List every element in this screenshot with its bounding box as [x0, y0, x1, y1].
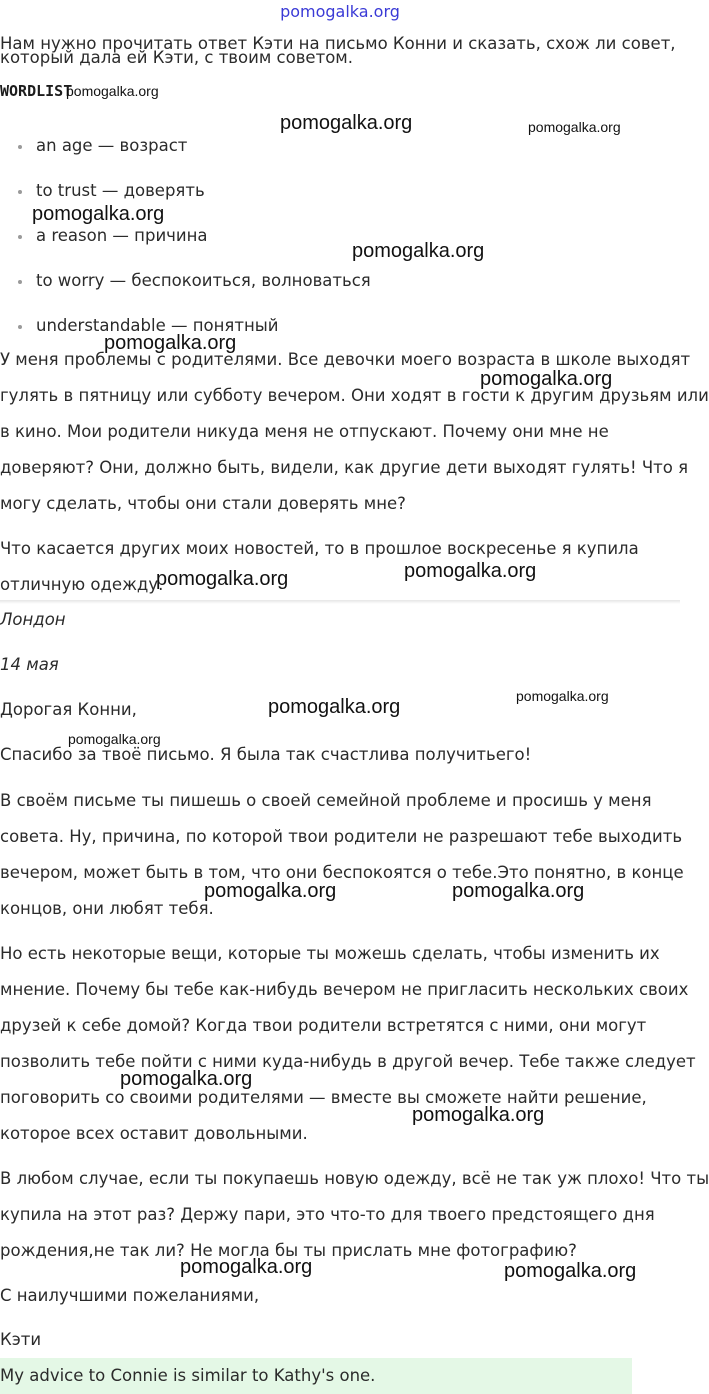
watermark: pomogalka.org — [452, 880, 585, 902]
letter-paragraph-2-line: В своём письме ты пишешь о своей семейной проблеме и просишь у меня — [0, 791, 652, 810]
watermark: pomogalka.org — [480, 368, 613, 390]
connie-letter-line: гулять в пятницу или субботу вечером. Они ходят в гости к другим друзьям или — [0, 386, 709, 405]
watermark: pomogalka.org — [156, 568, 289, 590]
letter-paragraph-4-line: В любом случае, если ты покупаешь новую одежду, всё не так уж плохо! Что ты — [0, 1169, 709, 1188]
watermark: pomogalka.org — [120, 1068, 253, 1090]
letter-date: 14 мая — [0, 655, 59, 674]
watermark: pomogalka.org — [204, 880, 337, 902]
watermark: pomogalka.org — [180, 1256, 313, 1278]
watermark: pomogalka.org — [280, 112, 413, 134]
connie-letter-line: могу сделать, чтобы они стали доверять мне? — [0, 494, 406, 513]
bullet-icon — [18, 145, 22, 149]
watermark: pomogalka.org — [404, 560, 537, 582]
letter-paragraph-4-line: рождения,не так ли? Не могла бы ты прислать мне фотографию? — [0, 1241, 577, 1260]
bullet-icon — [18, 325, 22, 329]
letter-paragraph-4-line: купила на этот раз? Держу пари, это что-то для твоего предстоящего дня — [0, 1205, 655, 1224]
watermark: pomogalka.org — [66, 83, 159, 99]
letter-paragraph-3-line: которое всех оставит довольными. — [0, 1124, 308, 1143]
watermark: pomogalka.org — [268, 696, 401, 718]
wordlist-title: WORDLIST — [0, 82, 73, 100]
letter-paragraph-3-line: мнение. Почему бы тебе как-нибудь вечером не пригласить нескольких своих — [0, 980, 689, 999]
letter-paragraph-3-line: Но есть некоторые вещи, которые ты можешь сделать, чтобы изменить их — [0, 944, 660, 963]
watermark: pomogalka.org — [68, 731, 161, 747]
letter-paragraph-3-line: друзей к себе домой? Когда твои родители встретятся с ними, они могут — [0, 1016, 647, 1035]
intro-line-1: Нам нужно прочитать ответ Кэти на письмо Конни и сказать, схож ли совет, — [0, 34, 676, 53]
letter-closing: С наилучшими пожеланиями, — [0, 1286, 260, 1305]
answer-box: My advice to Connie is similar to Kathy's one. — [0, 1358, 632, 1394]
watermark: pomogalka.org — [528, 119, 621, 135]
card-divider — [0, 600, 680, 604]
watermark: pomogalka.org — [504, 1260, 637, 1282]
connie-letter-line: в кино. Мои родители никуда меня не отпускают. Почему они мне не — [0, 422, 609, 441]
letter-signature: Кэти — [0, 1330, 42, 1349]
connie-letter-line: У меня проблемы с родителями. Все девочки моего возраста в школе выходят — [0, 350, 691, 369]
letter-place: Лондон — [0, 610, 66, 629]
watermark: pomogalka.org — [412, 1104, 545, 1126]
site-header-link[interactable]: pomogalka.org — [280, 2, 400, 21]
watermark: pomogalka.org — [32, 203, 165, 225]
bullet-icon — [18, 280, 22, 284]
connie-letter-line: доверяют? Они, должно быть, видели, как другие дети выходят гулять! Что я — [0, 458, 689, 477]
bullet-icon — [18, 235, 22, 239]
bullet-icon — [18, 190, 22, 194]
watermark: pomogalka.org — [516, 688, 609, 704]
letter-paragraph-2-line: вечером, может быть в том, что они беспокоятся о тебе.Это понятно, в конце — [0, 863, 684, 882]
intro-line-2-clipped: который дала ей Кэти, с твоим советом. — [0, 48, 353, 67]
watermark: pomogalka.org — [104, 332, 237, 354]
letter-paragraph-2-line: концов, они любят тебя. — [0, 899, 214, 918]
letter-greeting: Дорогая Конни, — [0, 700, 137, 719]
letter-paragraph-3-line: поговорить со своими родителями — вместе вы сможете найти решение, — [0, 1088, 647, 1107]
connie-letter-line: Что касается других моих новостей, то в прошлое воскресенье я купила — [0, 539, 639, 558]
letter-paragraph-1: Спасибо за твоё письмо. Я была так счастлива получитьего! — [0, 745, 532, 764]
watermark: pomogalka.org — [352, 240, 485, 262]
letter-paragraph-2-line: совета. Ну, причина, по которой твои родители не разрешают тебе выходить — [0, 827, 683, 846]
connie-letter-line: отличную одежду. — [0, 575, 164, 594]
letter-paragraph-3-line: позволить тебе пойти с ними куда-нибудь в другой вечер. Тебе также следует — [0, 1052, 696, 1071]
